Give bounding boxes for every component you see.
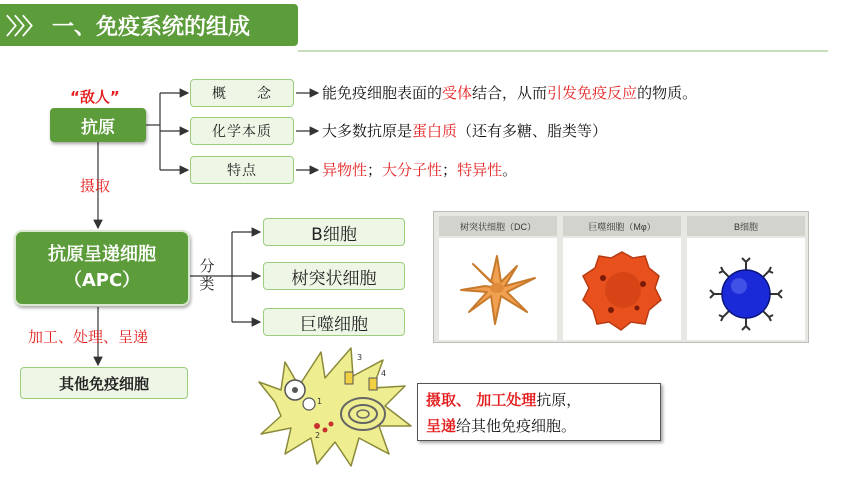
concept-desc: 能免疫细胞表面的受体结合，从而引发免疫反应的物质。 [322,84,698,102]
b-cell-image [687,216,805,340]
dc-caption: 树突状细胞（DC） [439,216,557,236]
page-title: 一、免疫系统的组成 [52,15,251,40]
stage-label-4: 4 [381,369,387,378]
classify-label: 分类 [199,257,215,293]
cell-image-panel [433,211,809,343]
macrophage-caption: 巨噬细胞（Mφ） [563,216,681,236]
chemical-nature-desc: 大多数抗原是蛋白质（还有多糖、脂类等） [322,122,608,140]
other-immune-cells-box: 其他免疫细胞 [20,367,188,399]
apc-abbr: （APC） [63,270,141,291]
features-desc: 异物性；大分子性；特异性。 [322,161,518,179]
process-label: 加工、处理、呈递 [28,328,149,346]
b-cell-box: B细胞 [263,218,405,246]
dendritic-cell-diagram [255,342,415,470]
macrophage-illustration [563,238,681,340]
b-cell-caption: B细胞 [687,216,805,236]
antigen-box: 抗原 [50,108,146,142]
macrophage-box: 巨噬细胞 [263,308,405,336]
dc-image [439,216,557,340]
function-caption-box: 摄取、 加工处理抗原， 呈递给其他免疫细胞。 [417,383,661,441]
chevron-right-icon: 〉〉〉 [6,15,42,40]
dendritic-cell-box: 树突状细胞 [263,262,405,290]
features-box: 特点 [190,156,294,184]
stage-label-2: 2 [315,431,321,440]
dendritic-cell-illustration [439,238,557,340]
stage-label-1: 1 [317,397,323,406]
capture-label: 摄取 [80,177,111,195]
apc-box [14,230,190,306]
chemical-nature-box: 化学本质 [190,117,294,145]
macrophage-image [563,216,681,340]
enemy-label: “敌人” [70,88,120,106]
concept-box: 概 念 [190,79,294,107]
b-cell-illustration [687,238,805,340]
stage-label-3: 3 [357,353,363,362]
apc-title: 抗原呈递细胞 [48,244,156,265]
